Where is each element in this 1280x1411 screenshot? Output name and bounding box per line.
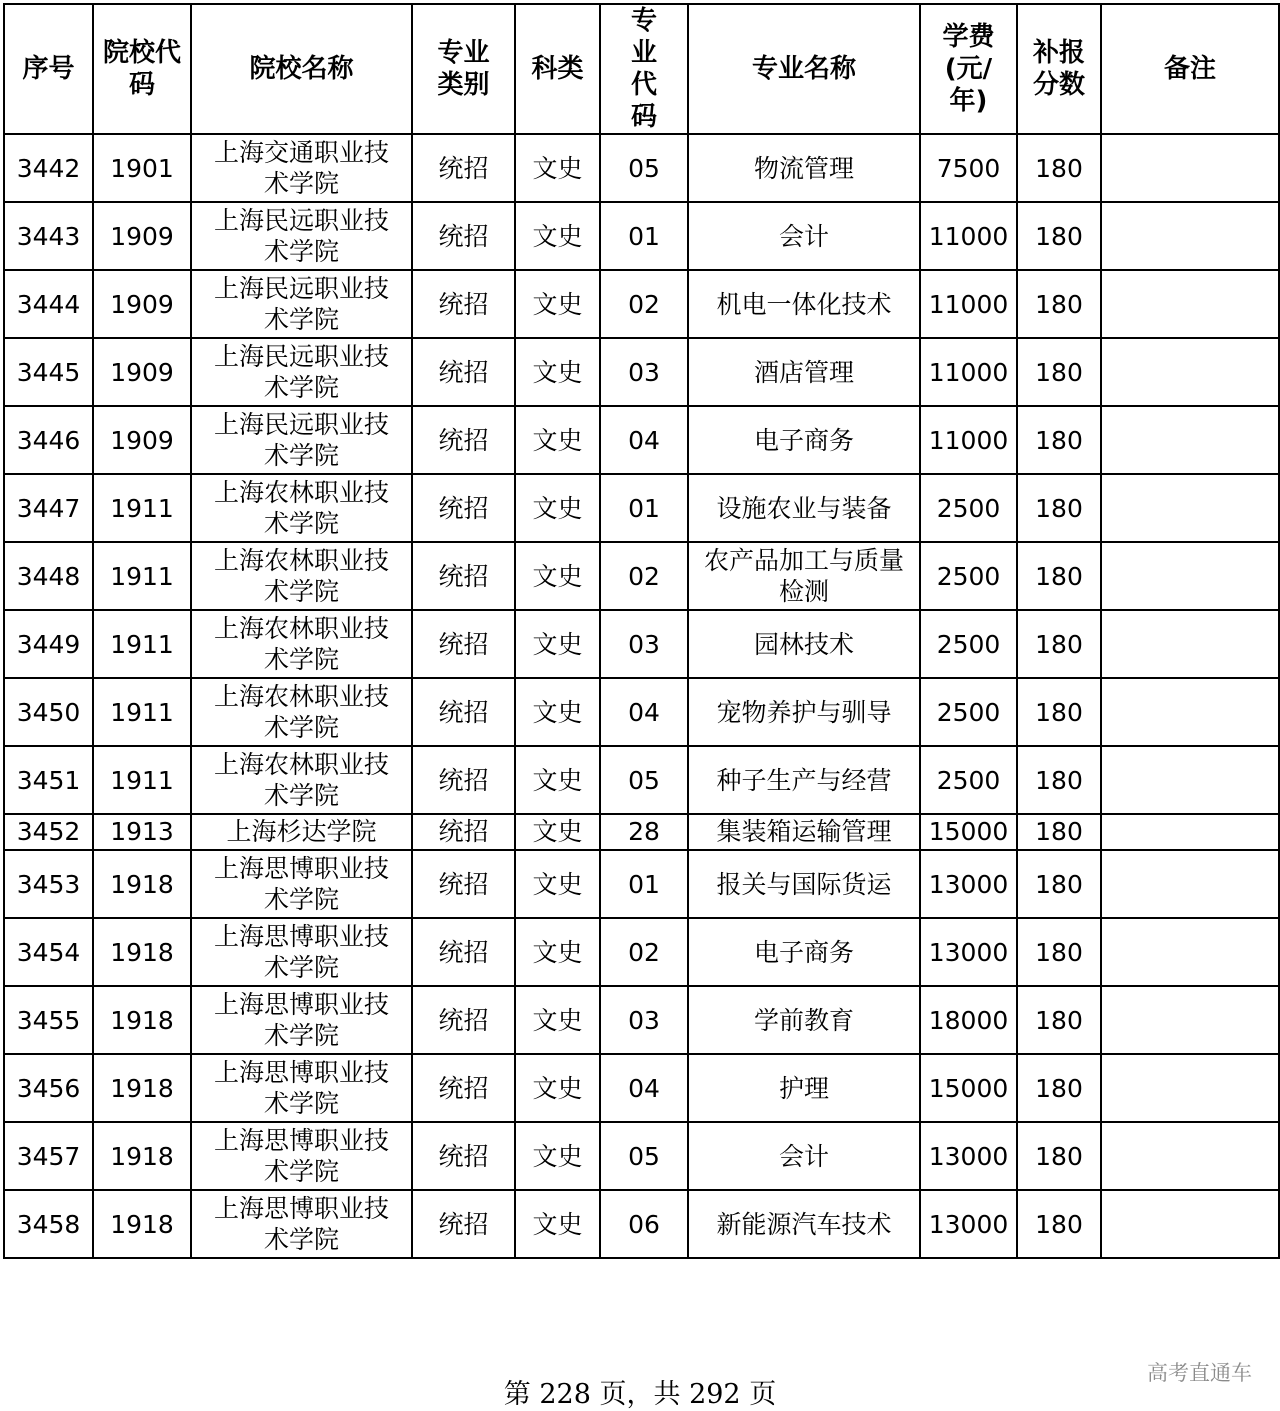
subject-cell: 文史 [515,202,600,270]
major-name-cell: 机电一体化技术 [688,270,920,338]
score-cell: 180 [1017,270,1101,338]
subject-cell: 文史 [515,338,600,406]
school-name-cell: 上海民远职业技术学院 [191,406,412,474]
table-row [4,270,1279,338]
header-cell: 序号 [4,4,93,134]
subject-cell: 文史 [515,542,600,610]
school-code-cell: 1918 [93,850,191,918]
row-number-cell: 3442 [4,134,93,202]
major-code-cell: 01 [600,474,688,542]
major-name-cell: 电子商务 [688,918,920,986]
major-name-cell: 集装箱运输管理 [688,814,920,850]
school-name-cell: 上海思博职业技术学院 [191,1122,412,1190]
row-number-cell: 3455 [4,986,93,1054]
subject-cell: 文史 [515,134,600,202]
major-code-cell: 04 [600,1054,688,1122]
subject-cell: 文史 [515,918,600,986]
school-code-cell: 1918 [93,1122,191,1190]
major-code-cell: 02 [600,270,688,338]
tuition-cell: 2500 [920,610,1017,678]
table-row [4,542,1279,610]
remark-cell [1101,338,1279,406]
subject-cell: 文史 [515,406,600,474]
score-cell: 180 [1017,986,1101,1054]
row-number-cell: 3453 [4,850,93,918]
subject-cell: 文史 [515,610,600,678]
major-code-cell: 03 [600,986,688,1054]
score-cell: 180 [1017,542,1101,610]
subject-cell: 文史 [515,746,600,814]
category-cell: 统招 [412,986,515,1054]
remark-cell [1101,474,1279,542]
school-code-cell: 1909 [93,270,191,338]
major-name-cell: 设施农业与装备 [688,474,920,542]
header-cell: 专业名称 [688,4,920,134]
school-code-cell: 1911 [93,746,191,814]
school-code-cell: 1911 [93,678,191,746]
header-cell: 科类 [515,4,600,134]
major-name-cell: 酒店管理 [688,338,920,406]
table-row [4,1122,1279,1190]
table-row [4,406,1279,474]
page-number: 第 228 页，共 292 页 [503,1379,777,1410]
tuition-cell: 15000 [920,1054,1017,1122]
major-name-cell: 种子生产与经营 [688,746,920,814]
category-cell: 统招 [412,202,515,270]
tuition-cell: 2500 [920,474,1017,542]
row-number-cell: 3449 [4,610,93,678]
major-code-cell: 28 [600,814,688,850]
row-number-cell: 3448 [4,542,93,610]
subject-cell: 文史 [515,1054,600,1122]
category-cell: 统招 [412,918,515,986]
major-code-cell: 02 [600,918,688,986]
row-number-cell: 3456 [4,1054,93,1122]
school-code-cell: 1911 [93,542,191,610]
row-number-cell: 3458 [4,1190,93,1258]
school-code-cell: 1911 [93,610,191,678]
remark-cell [1101,202,1279,270]
tuition-cell: 13000 [920,1190,1017,1258]
remark-cell [1101,850,1279,918]
category-cell: 统招 [412,850,515,918]
school-name-cell: 上海农林职业技术学院 [191,474,412,542]
row-number-cell: 3443 [4,202,93,270]
header-cell: 专业类别 [412,4,515,134]
tuition-cell: 18000 [920,986,1017,1054]
remark-cell [1101,814,1279,850]
major-code-cell: 01 [600,850,688,918]
remark-cell [1101,134,1279,202]
row-number-cell: 3454 [4,918,93,986]
remark-cell [1101,986,1279,1054]
table-row [4,850,1279,918]
category-cell: 统招 [412,1190,515,1258]
school-name-cell: 上海思博职业技术学院 [191,850,412,918]
score-cell: 180 [1017,678,1101,746]
major-code-cell: 06 [600,1190,688,1258]
remark-cell [1101,610,1279,678]
tuition-cell: 13000 [920,918,1017,986]
major-name-cell: 物流管理 [688,134,920,202]
score-cell: 180 [1017,1054,1101,1122]
category-cell: 统招 [412,746,515,814]
school-name-cell: 上海农林职业技术学院 [191,678,412,746]
school-name-cell: 上海杉达学院 [191,814,412,850]
score-cell: 180 [1017,814,1101,850]
school-name-cell: 上海民远职业技术学院 [191,270,412,338]
score-cell: 180 [1017,134,1101,202]
table-row [4,474,1279,542]
subject-cell: 文史 [515,814,600,850]
major-code-cell: 03 [600,610,688,678]
school-code-cell: 1911 [93,474,191,542]
remark-cell [1101,1054,1279,1122]
row-number-cell: 3451 [4,746,93,814]
remark-cell [1101,1122,1279,1190]
tuition-cell: 13000 [920,1122,1017,1190]
subject-cell: 文史 [515,678,600,746]
major-name-cell: 电子商务 [688,406,920,474]
school-name-cell: 上海思博职业技术学院 [191,1190,412,1258]
tuition-cell: 2500 [920,678,1017,746]
category-cell: 统招 [412,406,515,474]
header-row [4,4,1279,134]
category-cell: 统招 [412,542,515,610]
score-cell: 180 [1017,202,1101,270]
category-cell: 统招 [412,610,515,678]
table-row [4,678,1279,746]
school-name-cell: 上海农林职业技术学院 [191,746,412,814]
category-cell: 统招 [412,338,515,406]
school-code-cell: 1918 [93,1054,191,1122]
table-row [4,338,1279,406]
score-cell: 180 [1017,474,1101,542]
row-number-cell: 3444 [4,270,93,338]
school-name-cell: 上海思博职业技术学院 [191,1054,412,1122]
tuition-cell: 7500 [920,134,1017,202]
category-cell: 统招 [412,1054,515,1122]
subject-cell: 文史 [515,270,600,338]
tuition-cell: 13000 [920,850,1017,918]
major-name-cell: 宠物养护与驯导 [688,678,920,746]
remark-cell [1101,746,1279,814]
watermark: 高考直通车 [1147,1361,1252,1385]
subject-cell: 文史 [515,474,600,542]
tuition-cell: 2500 [920,542,1017,610]
tuition-cell: 15000 [920,814,1017,850]
row-number-cell: 3452 [4,814,93,850]
category-cell: 统招 [412,678,515,746]
school-name-cell: 上海思博职业技术学院 [191,918,412,986]
subject-cell: 文史 [515,1190,600,1258]
tuition-cell: 11000 [920,406,1017,474]
major-code-cell: 01 [600,202,688,270]
major-code-cell: 05 [600,1122,688,1190]
school-code-cell: 1918 [93,918,191,986]
school-code-cell: 1909 [93,202,191,270]
header-cell: 学费(元/年) [920,4,1017,134]
remark-cell [1101,1190,1279,1258]
subject-cell: 文史 [515,1122,600,1190]
remark-cell [1101,918,1279,986]
school-name-cell: 上海思博职业技术学院 [191,986,412,1054]
row-number-cell: 3450 [4,678,93,746]
school-code-cell: 1909 [93,406,191,474]
remark-cell [1101,270,1279,338]
school-code-cell: 1909 [93,338,191,406]
school-name-cell: 上海农林职业技术学院 [191,610,412,678]
tuition-cell: 11000 [920,338,1017,406]
major-name-cell: 报关与国际货运 [688,850,920,918]
major-code-cell: 02 [600,542,688,610]
header-cell: 备注 [1101,4,1279,134]
score-cell: 180 [1017,1122,1101,1190]
major-code-cell: 03 [600,338,688,406]
tuition-cell: 11000 [920,202,1017,270]
remark-cell [1101,406,1279,474]
score-cell: 180 [1017,610,1101,678]
subject-cell: 文史 [515,850,600,918]
row-number-cell: 3457 [4,1122,93,1190]
table-row [4,610,1279,678]
remark-cell [1101,542,1279,610]
table-row [4,746,1279,814]
header-cell: 院校代码 [93,4,191,134]
major-code-cell: 05 [600,746,688,814]
table-row [4,814,1279,850]
major-code-cell: 04 [600,406,688,474]
table-row [4,1190,1279,1258]
school-name-cell: 上海农林职业技术学院 [191,542,412,610]
major-code-cell: 05 [600,134,688,202]
score-cell: 180 [1017,406,1101,474]
score-cell: 180 [1017,746,1101,814]
major-name-cell: 新能源汽车技术 [688,1190,920,1258]
category-cell: 统招 [412,134,515,202]
major-name-cell: 学前教育 [688,986,920,1054]
tuition-cell: 11000 [920,270,1017,338]
school-code-cell: 1901 [93,134,191,202]
table-row [4,1054,1279,1122]
school-name-cell: 上海民远职业技术学院 [191,202,412,270]
table-row [4,986,1279,1054]
score-cell: 180 [1017,338,1101,406]
header-cell: 院校名称 [191,4,412,134]
school-name-cell: 上海交通职业技术学院 [191,134,412,202]
category-cell: 统招 [412,474,515,542]
score-cell: 180 [1017,850,1101,918]
major-name-cell: 农产品加工与质量检测 [688,542,920,610]
major-name-cell: 会计 [688,202,920,270]
admission-table [3,3,1280,1259]
table-body [4,134,1279,1258]
table-row [4,918,1279,986]
category-cell: 统招 [412,1122,515,1190]
tuition-cell: 2500 [920,746,1017,814]
major-name-cell: 会计 [688,1122,920,1190]
school-code-cell: 1918 [93,1190,191,1258]
table-row [4,134,1279,202]
header-cell: 补报分数 [1017,4,1101,134]
school-name-cell: 上海民远职业技术学院 [191,338,412,406]
school-code-cell: 1913 [93,814,191,850]
major-code-cell: 04 [600,678,688,746]
header-cell: 专业代码 [600,4,688,134]
category-cell: 统招 [412,270,515,338]
score-cell: 180 [1017,1190,1101,1258]
remark-cell [1101,678,1279,746]
row-number-cell: 3445 [4,338,93,406]
category-cell: 统招 [412,814,515,850]
score-cell: 180 [1017,918,1101,986]
subject-cell: 文史 [515,986,600,1054]
major-name-cell: 护理 [688,1054,920,1122]
school-code-cell: 1918 [93,986,191,1054]
table-row [4,202,1279,270]
row-number-cell: 3447 [4,474,93,542]
row-number-cell: 3446 [4,406,93,474]
major-name-cell: 园林技术 [688,610,920,678]
